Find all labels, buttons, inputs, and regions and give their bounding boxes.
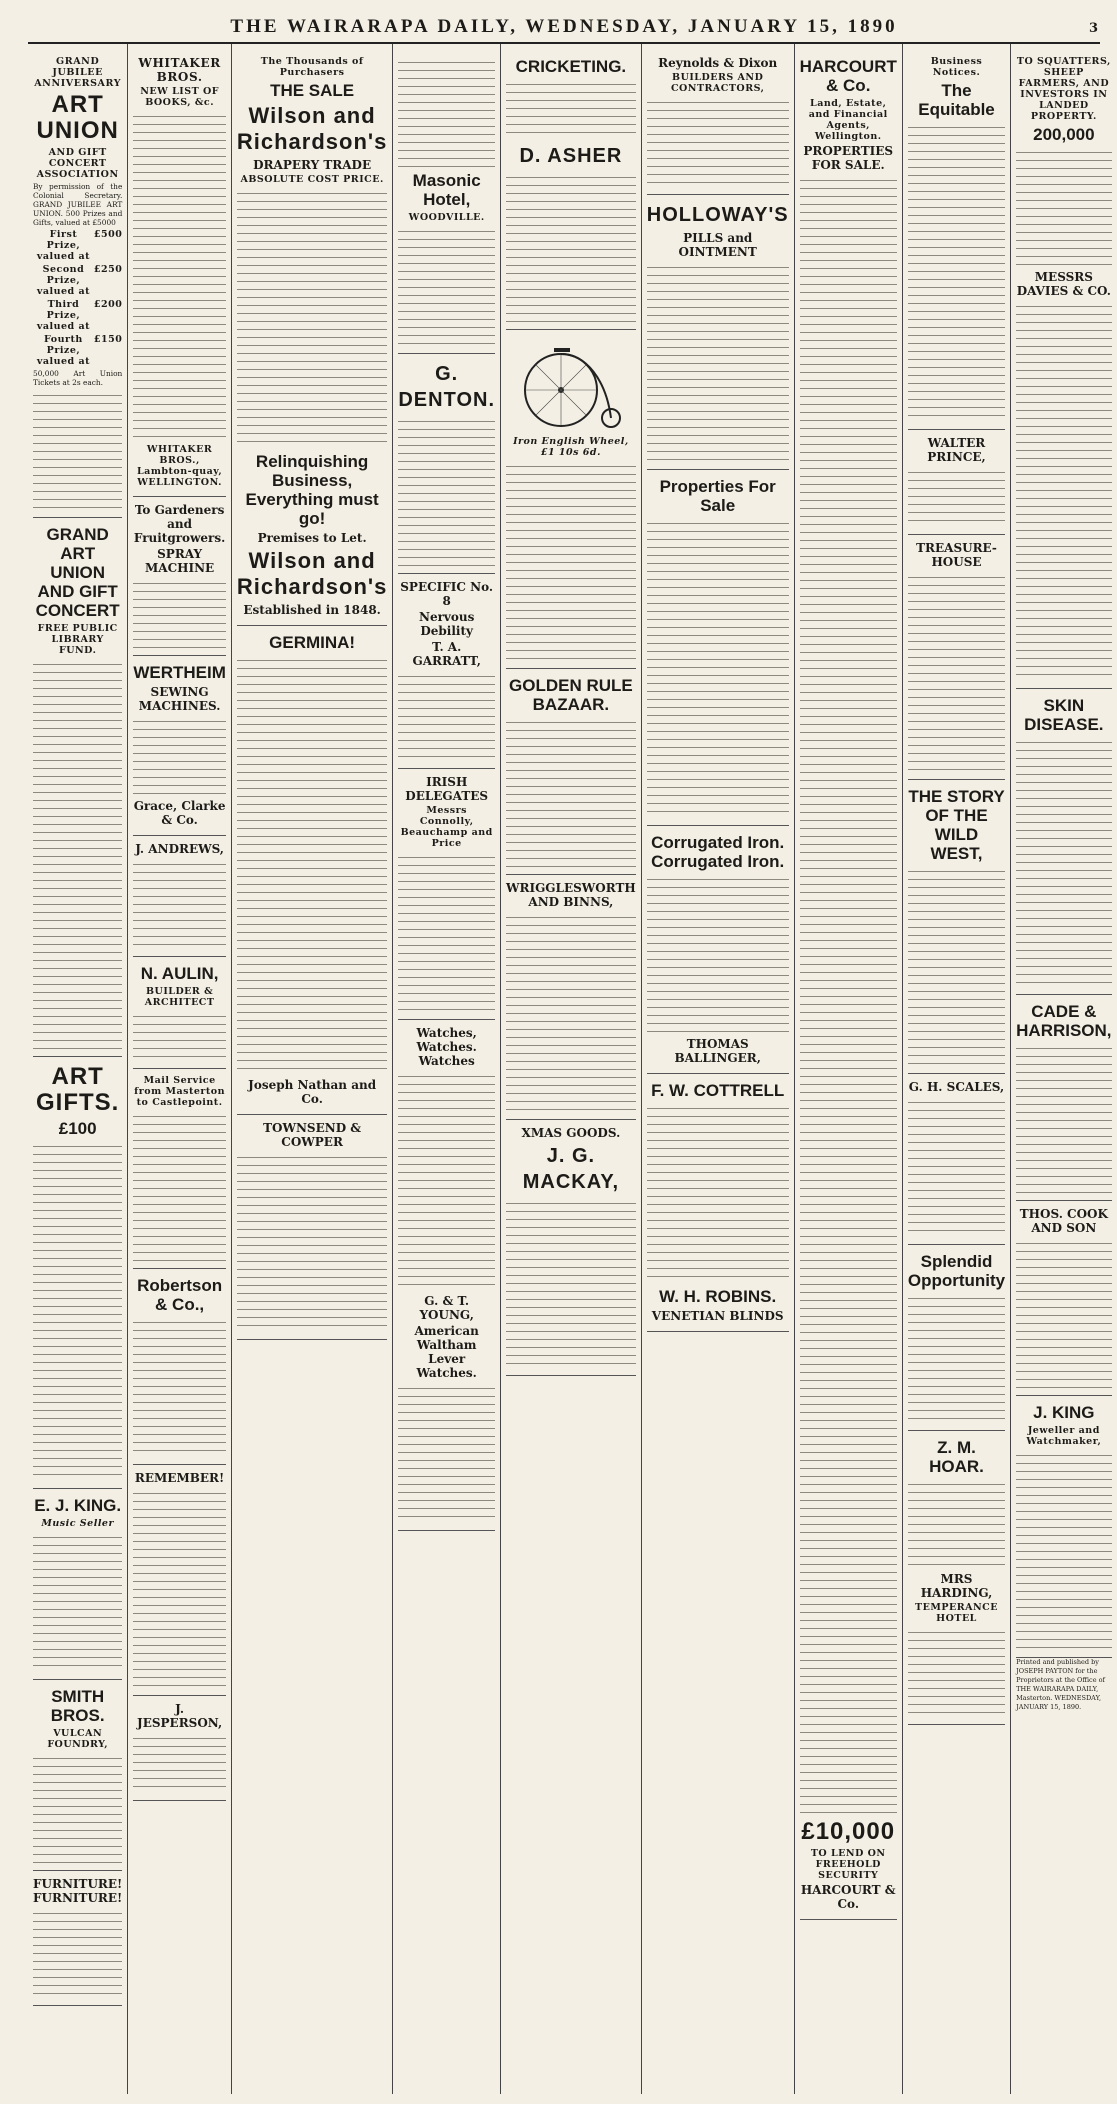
text-block: [1016, 148, 1111, 268]
prize-row: Second Prize, valued at £250: [36, 264, 123, 297]
text-block: [647, 519, 789, 819]
text-block: [398, 1384, 495, 1524]
text-block: [237, 656, 387, 1076]
hoar-ad: [908, 1431, 1005, 1725]
connolly-title: Messrs Connolly, Beauchamp and Price: [400, 805, 493, 849]
furniture-title: FURNITURE! FURNITURE!: [33, 1877, 123, 1905]
text-block: [237, 189, 387, 449]
holloway-ad: [647, 195, 789, 470]
text-block: [506, 80, 636, 140]
irish-title: IRISH DELEGATES: [405, 775, 489, 803]
text-block: [908, 573, 1005, 773]
art-union-title: ART UNION: [36, 91, 119, 144]
text-block: [133, 1112, 226, 1262]
watches-ad: [398, 1020, 495, 1531]
masonic-hotel-ad: [398, 50, 495, 354]
hotel-title: Masonic Hotel,: [412, 171, 481, 209]
notices-title: Business Notices.: [930, 56, 983, 78]
ballinger-title: THOMAS BALLINGER,: [674, 1037, 761, 1065]
equitable-ad: [908, 50, 1005, 430]
harcourt-title: HARCOURT & Co.: [799, 57, 897, 95]
settlers-title: TO SQUATTERS, SHEEP FARMERS, AND INVESTORS IN LANDED PROPERTY.: [1016, 56, 1111, 122]
column-3: [232, 44, 393, 2094]
mackay-title: J. G. MACKAY,: [522, 1145, 620, 1193]
column-4: [393, 44, 501, 2094]
furniture-ad: [33, 1871, 122, 2006]
king-title: J. KING: [1033, 1403, 1095, 1422]
cottrell-ad: [647, 1074, 789, 1332]
text-block: [647, 98, 789, 188]
cade-title: CADE & HARRISON,: [1016, 1002, 1112, 1040]
cook-title: THOS. COOK AND SON: [1019, 1207, 1108, 1235]
watches-title: Watches, Watches. Watches: [416, 1026, 477, 1068]
prize-row: Third Prize, valued at £200: [36, 299, 123, 332]
reynolds-title: Reynolds & Dixon: [658, 56, 778, 70]
denton-title: G. DENTON.: [398, 363, 495, 411]
whitaker-title: WHITAKER BROS.: [138, 56, 221, 84]
prince-ad: [908, 430, 1005, 535]
text-block: [1016, 738, 1111, 988]
harcourt-sub: Land, Estate, and Financial Agents, Wellington.: [808, 98, 888, 142]
remember-ad: [133, 1465, 226, 1696]
harcourt-footer: HARCOURT & Co.: [800, 1883, 896, 1911]
sale-title: THE SALE: [270, 81, 355, 100]
smith-bros-ad: [33, 1680, 122, 1871]
properties-ad: [647, 470, 789, 826]
text-block: [33, 1142, 122, 1482]
music-seller-sub: Music Seller: [41, 1518, 114, 1529]
treasure-ad: [908, 535, 1005, 780]
text-block: [908, 1098, 1005, 1238]
cricketing-ad: [506, 50, 636, 330]
masthead-title: THE WAIRARAPA DAILY, WEDNESDAY, JANUARY 15, 1890: [230, 16, 898, 37]
sewing-title: SEWING MACHINES.: [138, 685, 221, 713]
king-sub: Jeweller and Watchmaker,: [1026, 1425, 1102, 1447]
pills-title: PILLS and OINTMENT: [678, 231, 757, 259]
jesperson-ad: [133, 1696, 226, 1801]
wild-west-title: THE STORY OF THE WILD WEST,: [908, 787, 1005, 863]
drapery-title: DRAPERY TRADE: [253, 158, 372, 172]
text-block: [908, 1294, 1005, 1424]
established-title: Established in 1848.: [243, 603, 381, 617]
properties-title: PROPERTIES FOR SALE.: [803, 144, 894, 172]
robertson-ad: [133, 1269, 226, 1465]
text-block: [647, 1104, 789, 1284]
text-block: [1016, 302, 1111, 682]
cade-ad: [1016, 995, 1111, 1201]
whitaker-ad: [133, 50, 226, 497]
prize-row: Fourth Prize, valued at £150: [36, 334, 123, 367]
specific-title: SPECIFIC No. 8: [400, 580, 494, 608]
bicycle-caption: Iron English Wheel, £1 10s 6d.: [513, 436, 629, 458]
jesperson-title: J. JESPERSON,: [137, 1702, 223, 1730]
germina-title: GERMINA!: [269, 633, 356, 652]
prize-row: First Prize, valued at £500: [36, 229, 123, 262]
page-number: 3: [1088, 21, 1098, 36]
text-block: [1016, 1451, 1111, 1651]
purchasers-title: The Thousands of Purchasers: [260, 56, 364, 78]
column-9: [1011, 44, 1116, 2094]
penny-farthing-icon: [516, 340, 626, 430]
text-block: [398, 58, 495, 168]
cottrell-title: F. W. COTTRELL: [651, 1081, 785, 1100]
text-block: [506, 1199, 636, 1369]
music-seller-ad: [33, 1489, 122, 1680]
art-union-header: GRAND JUBILEE ANNIVERSARY: [34, 56, 122, 89]
holloway-title: HOLLOWAY'S: [646, 204, 789, 226]
acres-title: 200,000: [1033, 125, 1095, 144]
text-block: [908, 1628, 1005, 1718]
text-block: [133, 1734, 226, 1794]
specific-ad: [398, 574, 495, 769]
column-5: [501, 44, 642, 2094]
spray-title: SPRAY MACHINE: [144, 547, 215, 575]
smith-bros-sub: VULCAN FOUNDRY,: [47, 1728, 109, 1750]
remember-title: REMEMBER!: [134, 1471, 225, 1485]
text-block: [33, 1754, 122, 1864]
xmas-ad: [506, 1120, 636, 1376]
irish-delegates-ad: [398, 769, 495, 1020]
reynolds-sub: BUILDERS AND CONTRACTORS,: [670, 72, 765, 94]
asher-title: D. ASHER: [519, 145, 623, 167]
equitable-title: The Equitable: [918, 81, 995, 119]
robins-title: W. H. ROBINS.: [659, 1287, 777, 1306]
castlepoint-ad: [133, 1069, 226, 1269]
garratt-title: T. A. GARRATT,: [412, 640, 481, 668]
spray-ad: [133, 497, 226, 656]
wertheim-title: WERTHEIM: [133, 663, 226, 682]
bicycle-ad: [506, 330, 636, 669]
text-block: [506, 913, 636, 1113]
column-6: [642, 44, 795, 2094]
treasure-title: TREASURE-HOUSE: [916, 541, 997, 569]
art-gifts-amount: £100: [58, 1119, 97, 1138]
germina-ad: [237, 626, 387, 1115]
king-ad: [1016, 1396, 1111, 1658]
text-block: [647, 263, 789, 463]
text-block: [908, 468, 1005, 528]
scales-title: G. H. SCALES,: [908, 1080, 1005, 1094]
column-1: [28, 44, 128, 2094]
townsend-title: TOWNSEND & COWPER: [263, 1121, 362, 1149]
andrews-ad: [133, 836, 226, 957]
art-union-body: By permission of the Colonial Secretary. GRAND JUBILEE ART UNION. 500 Prizes and Gifts, valued at £5000: [33, 182, 123, 227]
text-block: [647, 875, 789, 1035]
text-block: [398, 672, 495, 762]
wilson-richardson-ad: [237, 50, 387, 626]
firm-name: Wilson and Richardson's: [236, 103, 388, 154]
text-block: [133, 860, 226, 950]
whitaker-sub: NEW LIST OF BOOKS, &c.: [140, 86, 219, 108]
aulin-ad: [133, 957, 226, 1069]
smith-bros-title: SMITH BROS.: [50, 1687, 105, 1725]
land-ad: [1016, 50, 1111, 689]
text-block: [398, 417, 495, 567]
premises-title: Premises to Let.: [257, 531, 367, 545]
harcourt-ad: [800, 50, 897, 1920]
harding-title: MRS HARDING,: [920, 1572, 993, 1600]
reynolds-ad: [647, 50, 789, 195]
properties-title: Properties For Sale: [659, 477, 776, 515]
masthead: [28, 0, 1100, 44]
art-union-subtitle: AND GIFT CONCERT ASSOCIATION: [36, 147, 119, 180]
grace-title: Grace, Clarke & Co.: [133, 799, 226, 827]
cook-ad: [1016, 1201, 1111, 1396]
andrews-title: J. ANDREWS,: [135, 842, 224, 856]
art-gifts-title: ART GIFTS.: [35, 1063, 120, 1116]
blinds-title: VENETIAN BLINDS: [651, 1309, 784, 1323]
column-7: [795, 44, 903, 2094]
text-block: [133, 112, 226, 442]
hoar-title: Z. M. HOAR.: [929, 1438, 984, 1476]
text-block: [33, 1909, 122, 1999]
firm-name-2: Wilson and Richardson's: [236, 548, 388, 599]
wertheim-ad: [133, 656, 226, 836]
text-block: [506, 462, 636, 662]
splendid-title: Splendid Opportunity: [907, 1252, 1006, 1290]
wrigglesworth-title: WRIGGLESWORTH AND BINNS,: [506, 881, 636, 909]
grand-art-union-ad: [33, 518, 122, 1057]
text-block: [133, 1318, 226, 1458]
aulin-sub: BUILDER & ARCHITECT: [144, 986, 215, 1008]
young-title: G. & T. YOUNG,: [419, 1294, 474, 1322]
text-block: [800, 176, 897, 1816]
prince-title: WALTER PRINCE,: [927, 436, 986, 464]
whitaker-footer: WHITAKER BROS., Lambton-quay, WELLINGTON.: [136, 444, 223, 488]
skin-title: SKIN DISEASE.: [1024, 696, 1104, 734]
denton-ad: [398, 354, 495, 574]
text-block: [33, 391, 122, 511]
text-block: [506, 173, 636, 323]
art-union-ad: [33, 50, 122, 518]
text-block: [33, 660, 122, 1050]
hotel-sub: WOODVILLE.: [408, 212, 485, 223]
text-block: [237, 1153, 387, 1333]
agents-title: Joseph Nathan and Co.: [248, 1078, 377, 1106]
text-block: [33, 1533, 122, 1673]
waltham-title: American Waltham Lever Watches.: [414, 1324, 479, 1380]
splendid-ad: [908, 1245, 1005, 1431]
relinquishing-title: Relinquishing Business, Everything must go!: [245, 452, 379, 528]
text-block: [133, 579, 226, 649]
gardeners-title: To Gardeners and Fruitgrowers.: [133, 503, 226, 545]
money-sub: TO LEND ON FREEHOLD SECURITY: [810, 1848, 886, 1881]
text-block: [908, 867, 1005, 1067]
castlepoint-title: Mail Service from Masterton to Castlepoint.: [134, 1075, 226, 1108]
iron-title: Corrugated Iron. Corrugated Iron.: [651, 833, 785, 871]
text-block: [1016, 1239, 1111, 1389]
money-amount: £10,000: [801, 1818, 896, 1845]
column-2: [128, 44, 232, 2094]
text-block: [133, 717, 226, 797]
text-block: [506, 718, 636, 868]
text-block: [908, 1480, 1005, 1570]
golden-rule-ad: [506, 669, 636, 875]
text-block: [133, 1012, 226, 1062]
skin-disease-ad: [1016, 689, 1111, 995]
column-8: [903, 44, 1011, 2094]
harding-sub: TEMPERANCE HOTEL: [915, 1602, 998, 1624]
music-seller-title: E. J. KING.: [34, 1496, 122, 1515]
ticket-info: 50,000 Art Union Tickets at 2s each.: [33, 369, 123, 387]
cricketing-title: CRICKETING.: [515, 57, 627, 76]
text-block: [908, 123, 1005, 423]
printer-imprint: Printed and published by JOSEPH PAYTON for the Proprietors at the Office of THE WAIRARAPA DAILY, Masterton. WEDNESDAY, JANUARY 15, 1890.: [1016, 1658, 1105, 1711]
aulin-title: N. AULIN,: [140, 964, 219, 983]
iron-ad: [647, 826, 789, 1074]
wild-west-ad: [908, 780, 1005, 1074]
text-block: [398, 1072, 495, 1292]
townsend-ad: [237, 1115, 387, 1340]
davies-title: MESSRS DAVIES & CO.: [1016, 270, 1111, 298]
text-block: [1016, 1044, 1111, 1194]
debility-title: Nervous Debility: [418, 610, 475, 638]
wrigglesworth-ad: [506, 875, 636, 1120]
library-fund: FREE PUBLIC LIBRARY FUND.: [37, 623, 118, 656]
text-block: [133, 1489, 226, 1689]
robertson-title: Robertson & Co.,: [137, 1276, 223, 1314]
grand-art-union-title: GRAND ART UNION AND GIFT CONCERT: [35, 525, 120, 620]
art-gifts-ad: [33, 1057, 122, 1489]
text-block: [398, 853, 495, 1013]
text-block: [398, 227, 495, 347]
golden-rule-title: GOLDEN RULE BAZAAR.: [509, 676, 633, 714]
xmas-title: XMAS GOODS.: [521, 1126, 621, 1140]
absolute-cost: ABSOLUTE COST PRICE.: [240, 174, 384, 185]
scales-ad: [908, 1074, 1005, 1245]
